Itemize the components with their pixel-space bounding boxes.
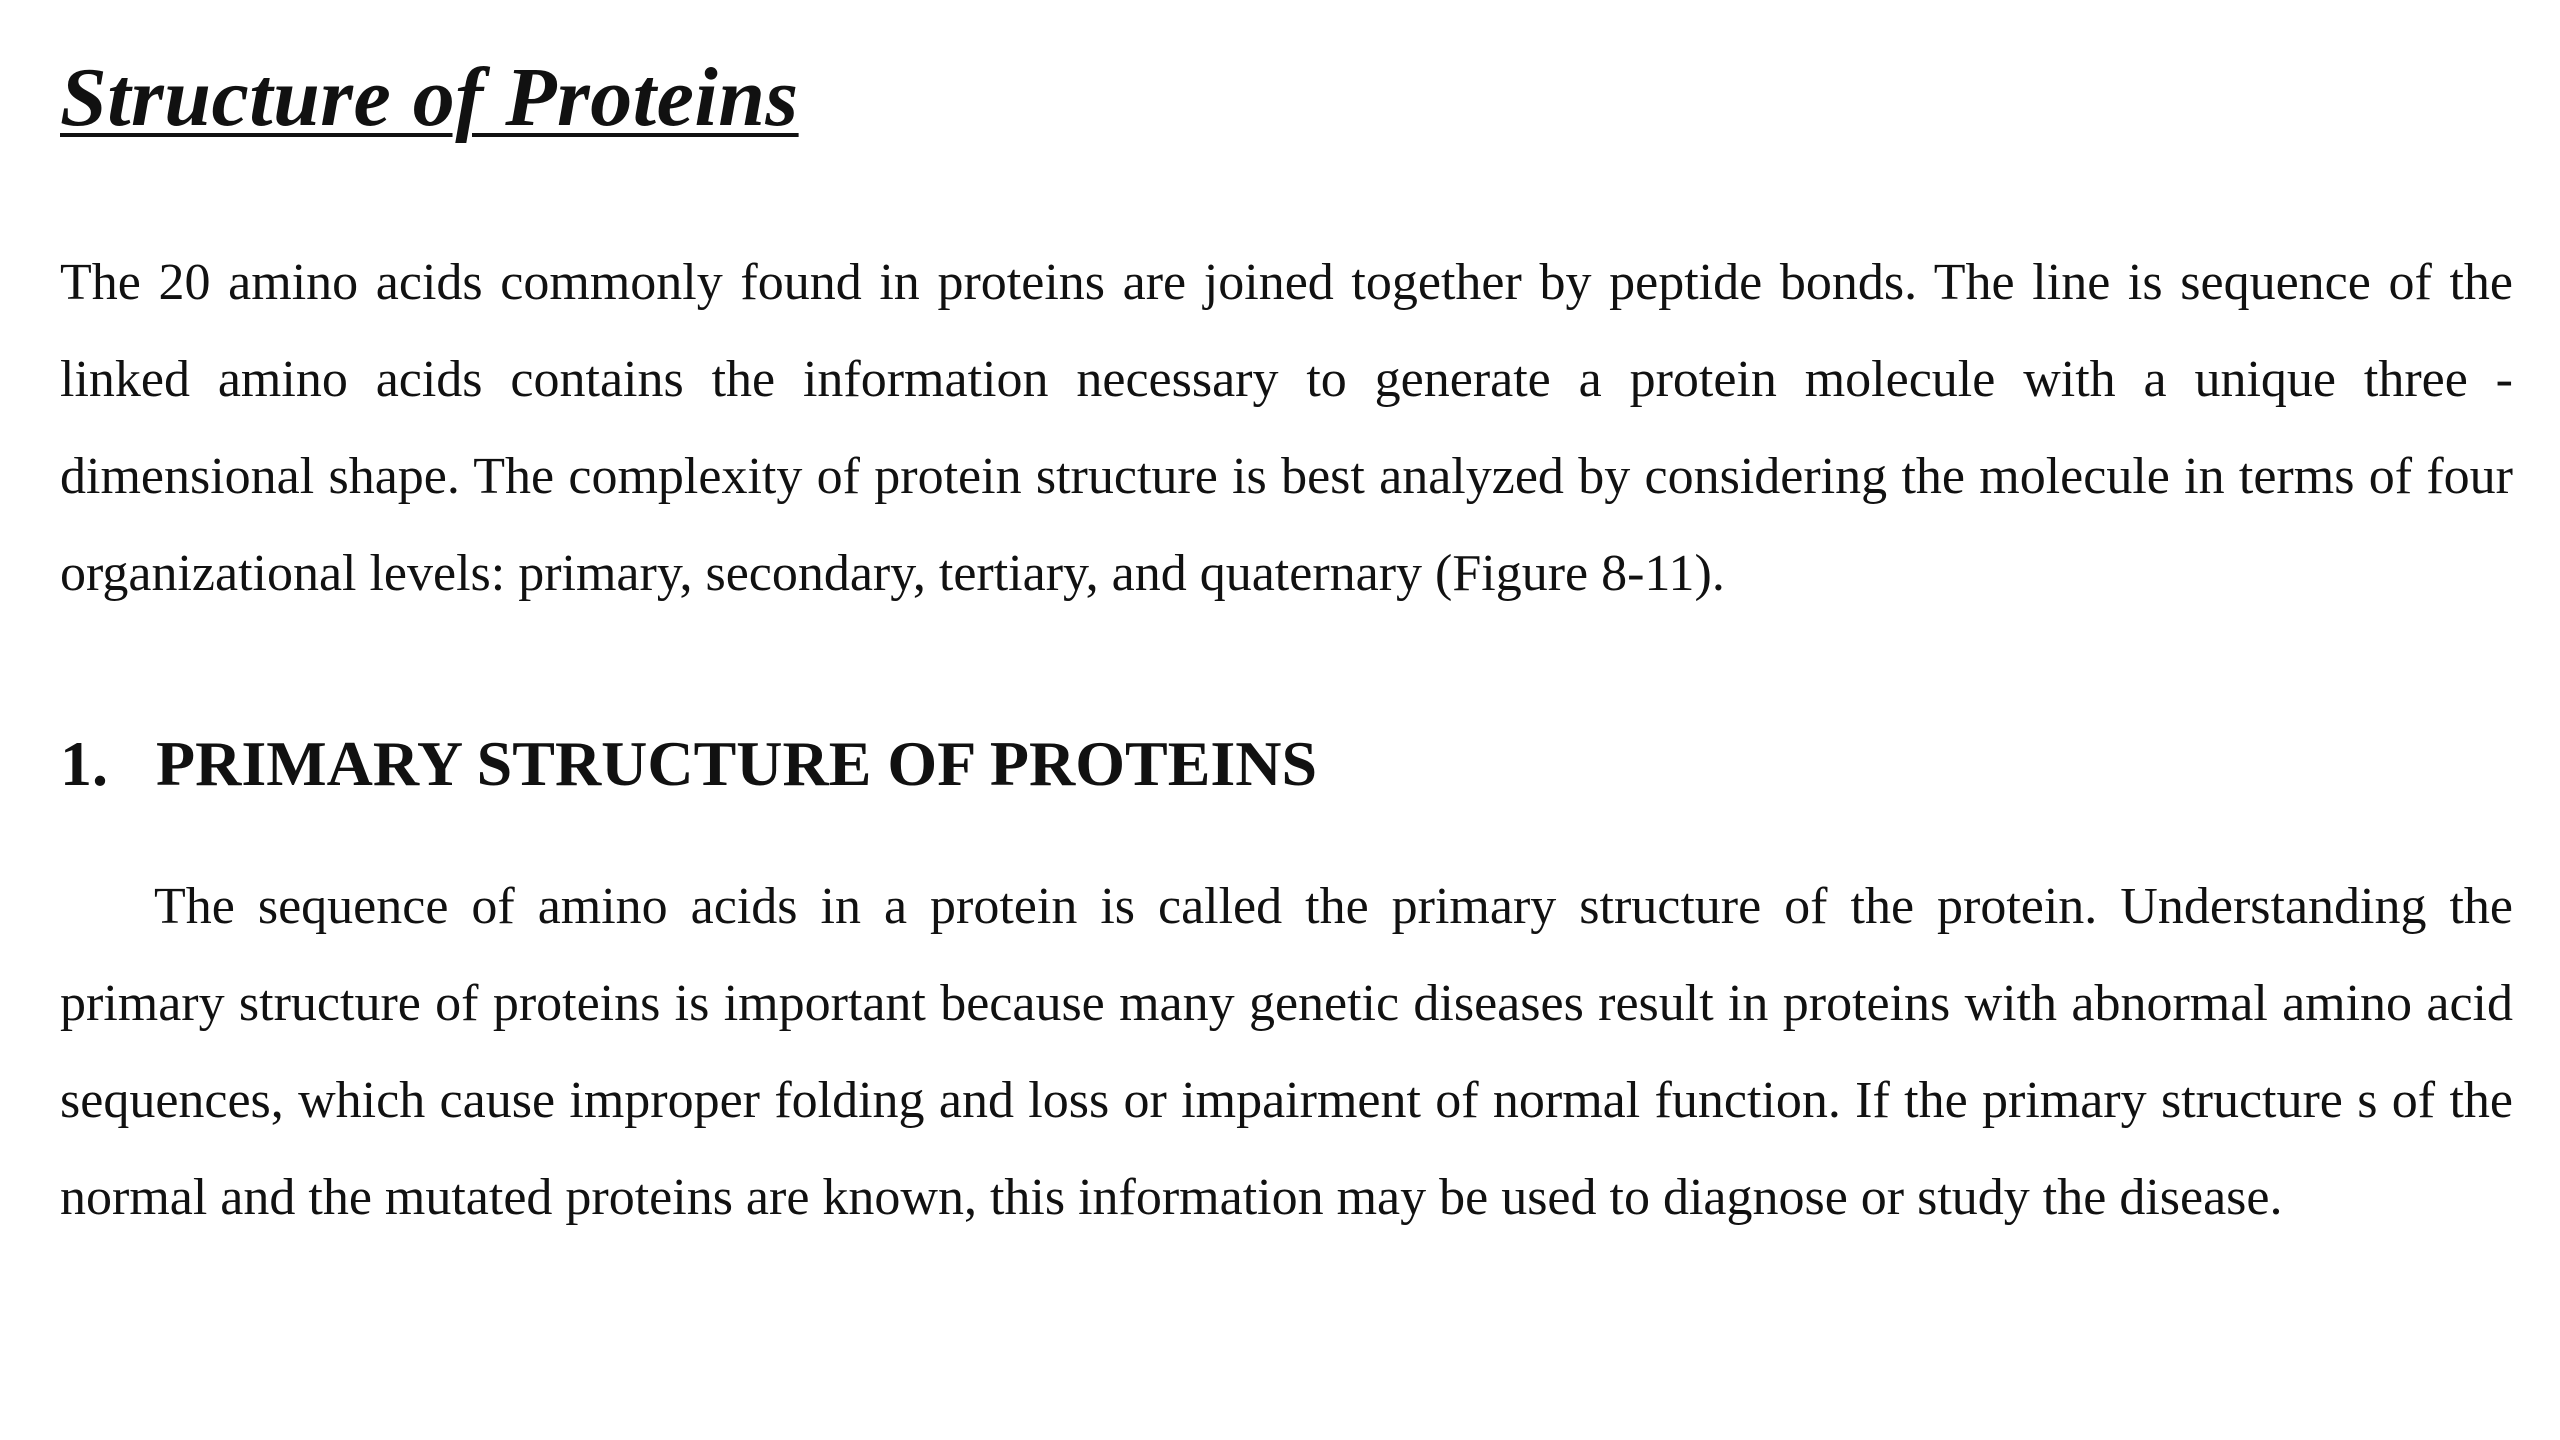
intro-paragraph: The 20 amino acids commonly found in proteins are joined together by peptide bonds. The line is sequence of the linked amino acids contains the information necessary to generate a protein molecule with a unique three - dimensional shape. The complexity of protein structure is best analyzed by considering the molecule in terms of four organizational levels: primary, secondary, tertiary, and quaternary (Figure 8-11).	[60, 254, 2513, 602]
section-paragraph: The sequence of amino acids in a protein is called the primary structure of the protein. Understanding the primary structure of proteins is important because many genetic diseases result in proteins with abnormal amino acid sequences, which cause improper folding and loss or impairment of normal function. If the primary structure s of the normal and the mutated proteins are known, this information may be used to diagnose or study the disease.	[60, 878, 2513, 1226]
section-heading	[60, 714, 2513, 814]
section-title: PRIMARY STRUCTURE OF PROTEINS	[156, 728, 1318, 799]
document-title: Structure of Proteins	[60, 51, 799, 144]
document-page	[60, 0, 2513, 1246]
section-number: 1.	[60, 728, 108, 799]
